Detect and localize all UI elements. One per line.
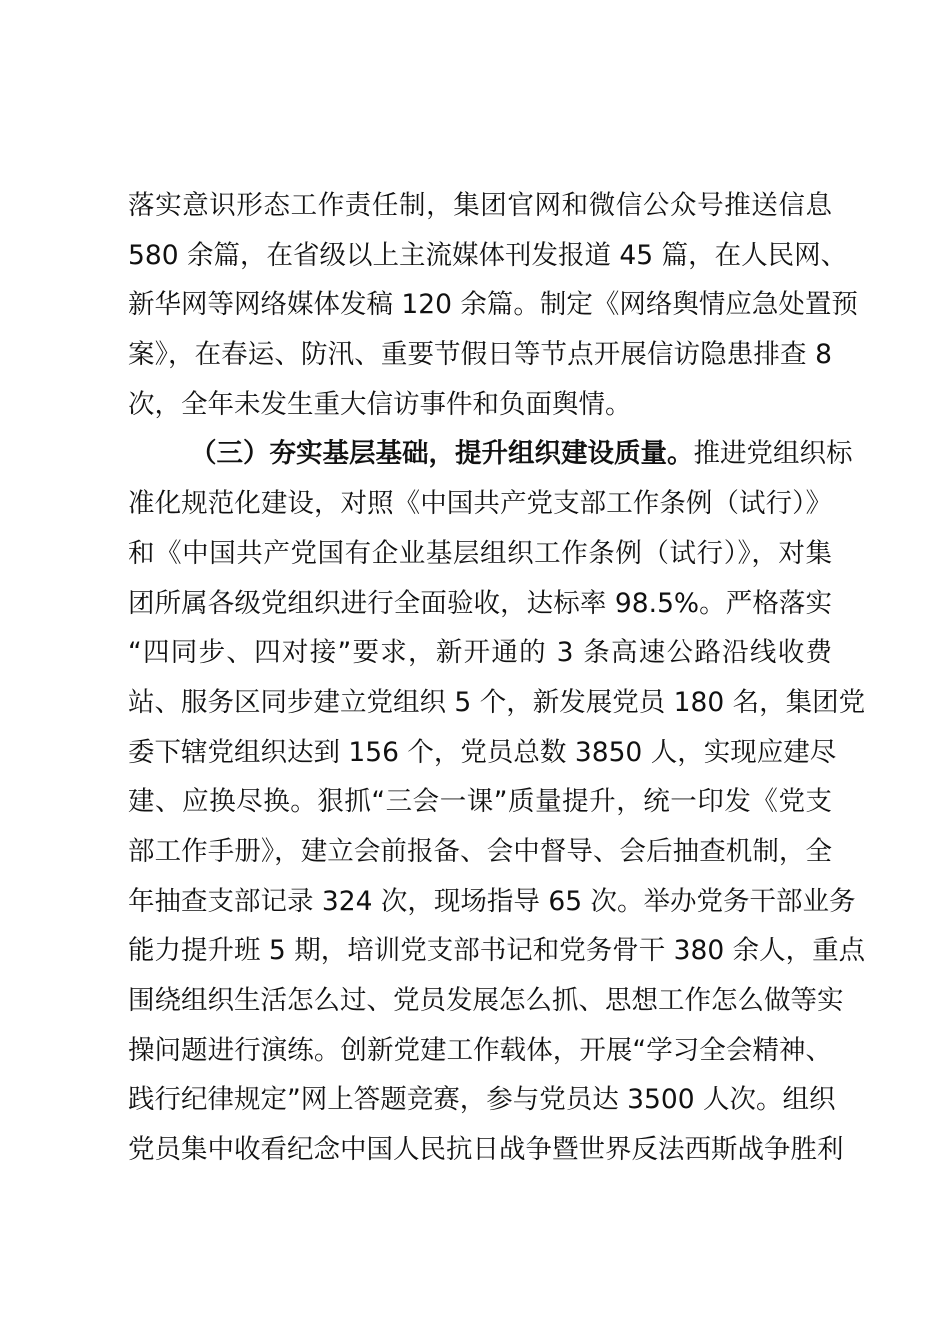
text-line: 落实意识形态工作责任制，集团官网和微信公众号推送信息 [128,190,832,221]
text-line: 操问题进行演练。创新党建工作载体，开展“学习全会精神、 [128,1034,832,1066]
text-run: 推进党组织标 [693,438,853,470]
text-line: 建、应换尽换。狠抓“三会一课”质量提升，统一印发《党支 [128,786,832,818]
text-line: 党员集中收看纪念中国人民抗日战争暨世界反法西斯战争胜利 [128,1134,844,1166]
text-line: 580 余篇，在省级以上主流媒体刊发报道 45 篇，在人民网、 [128,239,848,271]
section-3-paragraph [128,429,866,1174]
text-line: 站、服务区同步建立党组织 5 个，新发展党员 180 名，集团党 [128,686,866,718]
text-line: 部工作手册》，建立会前报备、会中督导、会后抽查机制，全 [128,835,832,867]
text-line: 次，全年未发生重大信访事件和负面舆情。 [128,388,632,420]
text-line: 能力提升班 5 期，培训党支部书记和党务骨干 380 余人，重点 [128,935,866,967]
text-line: 和《中国共产党国有企业基层组织工作条例（试行）》，对集 [128,537,832,569]
document-page [128,181,866,1175]
text-line: “四同步、四对接”要求，新开通的 3 条高速公路沿线收费 [128,637,832,669]
text-line: 委下辖党组织达到 156 个，党员总数 3850 人，实现应建尽 [128,736,837,768]
text-line: 践行纪律规定”网上答题竞赛，参与党员达 3500 人次。组织 [128,1084,836,1116]
text-line: 团所属各级党组织进行全面验收，达标率 98.5%。严格落实 [128,587,832,619]
section-heading-line [128,429,853,479]
text-line: 案》，在春运、防汛、重要节假日等节点开展信访隐患排查 8 [128,339,832,371]
section-heading: （三）夯实基层基础，提升组织建设质量。 [190,438,694,470]
text-line: 围绕组织生活怎么过、党员发展怎么抓、思想工作怎么做等实 [128,985,844,1016]
text-line: 年抽查支部记录 324 次，现场指导 65 次。举办党务干部业务 [128,885,856,917]
paragraph-ideology-work [128,181,858,429]
text-line: 新华网等网络媒体发稿 120 余篇。制定《网络舆情应急处置预 [128,289,858,321]
text-line: 准化规范化建设，对照《中国共产党支部工作条例（试行）》 [128,488,832,520]
